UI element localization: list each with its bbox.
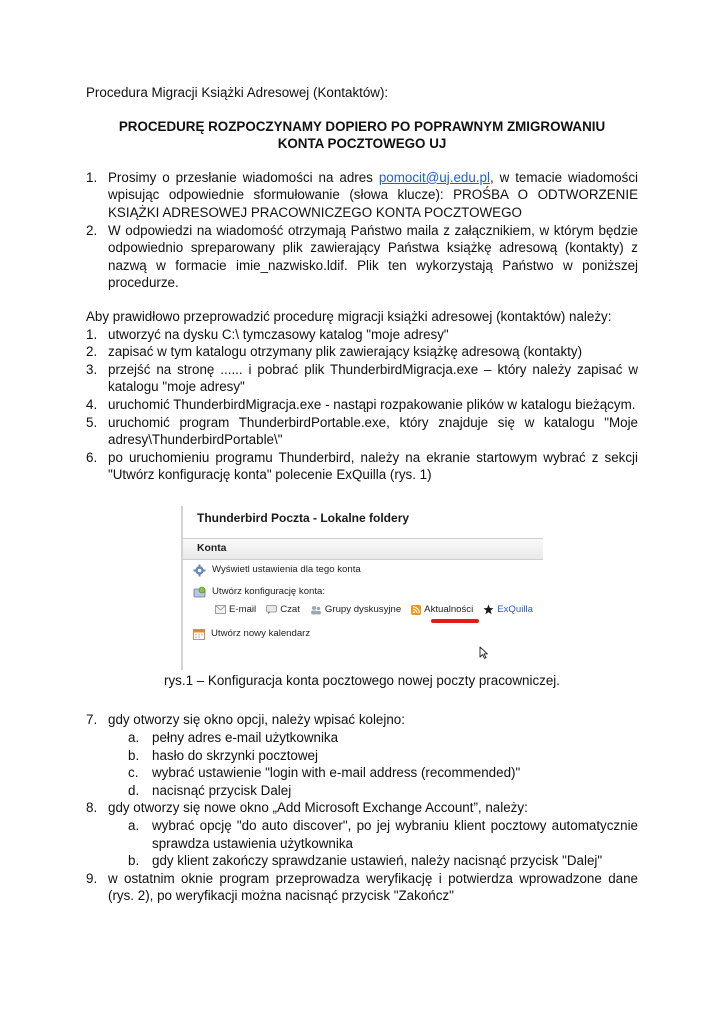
list-item: [86, 361, 638, 396]
sub-list-letter: b.: [128, 853, 140, 869]
exquilla-icon: [483, 604, 494, 615]
list-number: 2.: [86, 222, 98, 238]
step-text: uruchomić program ThunderbirdPortable.exe, który znajduje się w katalogu "Moje adresy\ThunderbirdPortable\": [108, 414, 638, 448]
step-text: po uruchomieniu programu Thunderbird, należy na ekranie startowym wybrać z sekcji "Utwórz konfigurację konta" polecenie ExQuilla (rys. 1): [108, 449, 638, 483]
exquilla-highlight-underline: [431, 619, 479, 623]
procedure-lead: Aby prawidłowo przeprowadzić procedurę migracji książki adresowej (kontaktów) należy:: [86, 308, 612, 324]
view-settings-row[interactable]: [193, 564, 361, 577]
sub-list-item: [128, 817, 638, 852]
list-number: 6.: [86, 449, 98, 465]
sub-step-text: gdy klient zakończy sprawdzanie ustawień, należy nacisnąć przycisk "Dalej": [152, 853, 603, 869]
option-chat-label: Czat: [280, 603, 300, 615]
sub-step-text: pełny adres e-mail użytkownika: [152, 730, 339, 746]
figure-title-separator: -: [309, 510, 321, 525]
document-page: [86, 84, 638, 905]
rss-icon: [411, 605, 421, 615]
email-link[interactable]: pomocit@uj.edu.pl: [378, 169, 490, 185]
step-text: gdy otworzy się okno opcji, należy wpisać kolejno:: [108, 712, 405, 728]
list-number: 2.: [86, 344, 98, 360]
sub-list-item: [128, 782, 638, 800]
list-number: 4.: [86, 396, 98, 412]
new-calendar-link[interactable]: Utwórz nowy kalendarz: [211, 627, 311, 639]
pre-steps-list: [86, 169, 638, 292]
option-chat[interactable]: [266, 604, 300, 616]
option-email[interactable]: [215, 604, 256, 616]
option-newsgroups-label: Grupy dyskusyjne: [324, 603, 402, 615]
create-account-label: Utwórz konfigurację konta:: [212, 586, 326, 598]
option-newsgroups[interactable]: [310, 604, 401, 616]
figure-border: [181, 506, 183, 670]
step-text: w ostatnim oknie program przeprowadza weryfikację i potwierdza wprowadzone dane (rys. 2), po weryfikacji można nacisnąć przycisk "Zakończ": [108, 870, 638, 904]
list-item: [86, 414, 638, 449]
sub-step-text: wybrać ustawienie "login with e-mail address (recommended)": [152, 765, 521, 781]
gear-icon: [193, 564, 206, 577]
figure-title-main: Thunderbird Poczta: [197, 510, 310, 525]
list-number: 5.: [86, 414, 98, 430]
step-text: uruchomić ThunderbirdMigracja.exe - nastąpi rozpakowanie plików w katalogu bieżącym.: [108, 396, 636, 412]
sub-list-letter: c.: [128, 765, 139, 781]
chat-icon: [266, 605, 277, 615]
sub-steps-list: [108, 817, 638, 870]
list-item: [86, 222, 638, 292]
view-settings-link[interactable]: Wyświetl ustawienia dla tego konta: [212, 564, 361, 576]
sub-step-text: nacisnąć przycisk Dalej: [152, 782, 292, 798]
list-item: [86, 343, 638, 361]
list-number: 1.: [86, 326, 98, 342]
sub-list-item: [128, 764, 638, 782]
list-item: [86, 870, 638, 905]
figure-caption: rys.1 – Konfiguracja konta pocztowego nowej poczty pracowniczej.: [164, 672, 560, 688]
pre-step-2-text: W odpowiedzi na wiadomość otrzymają Państwo maila z załącznikiem, w którym będzie odpowiednio spreparowany plik zawierający Państwa książkę adresową (kontakty) z nazwą w formacie imie_nazwisko.ldif. Plik ten wykorzystają Państwo w poniższej procedurze.: [108, 222, 638, 291]
figure-title-sub: Lokalne foldery: [320, 510, 410, 525]
account-setup-icon: [193, 586, 206, 599]
newsgroups-icon: [310, 605, 322, 615]
create-account-row: [193, 586, 325, 599]
procedure-steps-list-continued: [86, 711, 638, 905]
document-intro: Procedura Migracji Książki Adresowej (Kontaktów):: [86, 85, 389, 100]
mouse-cursor-icon: [479, 646, 488, 659]
step-text: przejść na stronę ...... i pobrać plik ThunderbirdMigracja.exe – który należy zapisać w katalogu "moje adresy": [108, 361, 638, 395]
step-text: utworzyć na dysku C:\ tymczasowy katalog "moje adresy": [108, 326, 449, 342]
sub-list-item: [128, 747, 638, 765]
list-number: 8.: [86, 800, 98, 816]
option-exquilla-label: ExQuilla: [497, 603, 533, 615]
list-item: [86, 396, 638, 414]
figure-section-label: Konta: [197, 542, 227, 554]
sub-list-letter: d.: [128, 782, 140, 798]
list-number: 7.: [86, 712, 98, 728]
account-options: [215, 604, 533, 616]
envelope-icon: [215, 605, 226, 614]
list-item: [86, 449, 638, 484]
sub-step-text: hasło do skrzynki pocztowej: [152, 747, 318, 763]
list-item: [86, 711, 638, 799]
option-email-label: E-mail: [229, 603, 257, 615]
sub-list-item: [128, 729, 638, 747]
option-feeds-label: Aktualności: [424, 603, 474, 615]
sub-step-text: wybrać opcję "do auto discover", po jej wybraniu klient pocztowy automatycznie sprawdza ustawienia użytkownika: [152, 818, 638, 851]
figure-thunderbird-screenshot: [179, 506, 545, 670]
calendar-icon: [193, 628, 205, 640]
list-item: [86, 326, 638, 344]
list-number: 9.: [86, 870, 98, 886]
procedure-steps-list: [86, 326, 638, 484]
list-item: [86, 169, 638, 222]
list-item: [86, 799, 638, 869]
document-heading: PROCEDURĘ ROZPOCZYNAMY DOPIERO PO POPRAWNYM ZMIGROWANIU KONTA POCZTOWEGO UJ: [118, 118, 606, 152]
pre-step-1-text: Prosimy o przesłanie wiadomości na adres: [108, 169, 379, 185]
option-feeds[interactable]: [411, 604, 473, 616]
sub-list-letter: b.: [128, 747, 140, 763]
sub-list-letter: a.: [128, 818, 140, 834]
option-exquilla[interactable]: [483, 604, 533, 616]
pre-step-1-text-cont: , w temacie wiadomości wpisując odpowiednie sformułowanie (słowa klucze): PROŚBA O ODTWORZENIE KSIĄŻKI ADRESOWEJ PRACOWNICZEGO KONTA POCZTOWEGO: [108, 169, 638, 220]
list-number: 1.: [86, 169, 98, 185]
figure-window-title: [197, 512, 409, 524]
new-calendar-row[interactable]: [193, 628, 310, 640]
step-text: zapisać w tym katalogu otrzymany plik zawierający książkę adresową (kontakty): [108, 344, 583, 360]
sub-list-letter: a.: [128, 730, 140, 746]
list-number: 3.: [86, 361, 98, 377]
step-text: gdy otworzy się nowe okno „Add Microsoft Exchange Account”, należy:: [108, 800, 528, 816]
sub-list-item: [128, 852, 638, 870]
figure-section-bar: [183, 538, 543, 560]
sub-steps-list: [108, 729, 638, 799]
